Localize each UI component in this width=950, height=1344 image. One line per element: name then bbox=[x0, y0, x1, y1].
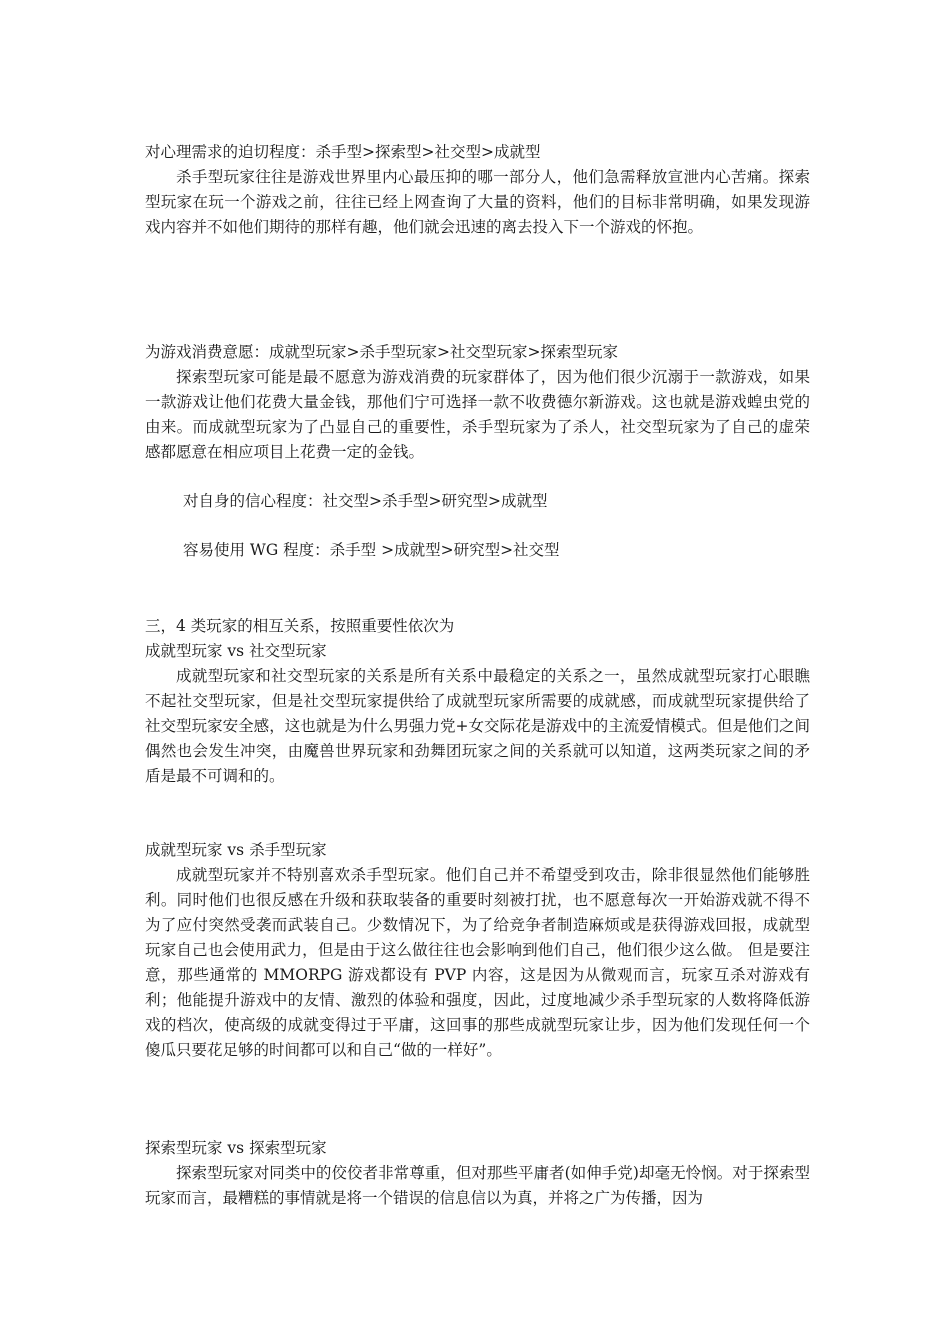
paragraph-explorer-explorer: 探索型玩家对同类中的佼佼者非常尊重，但对那些平庸者(如伸手党)却毫无怜悯。对于探索型玩家而言，最糟糕的事情就是将一个错误的信息信以为真，并将之广为传播，因为 bbox=[145, 1164, 810, 1207]
paragraph-achiever-killer: 成就型玩家并不特别喜欢杀手型玩家。他们自己并不希望受到攻击，除非很显然他们能够胜利。同时他们也很反感在升级和获取装备的重要时刻被打扰，也不愿意每次一开始游戏就不得不为了应付突然受袭而武装自己。少数情况下，为了给竞争者制造麻烦或是获得游戏回报，成就型玩家自己也会使用武力，但是由于这么做往往也会影响到他们自己，他们很少这么做。 但是要注意，那些通常的 MMORPG 游戏都设有 PVP 内容，这是因为从微观而言，玩家互杀对游戏有利；他能提升游戏中的友情、激烈的体验和强度，因此，过度地减少杀手型玩家的人数将降低游戏的档次，使高级的成就变得过于平庸，这回事的那些成就型玩家让步，因为他们发现任何一个傻瓜只要花足够的时间都可以和自己“做的一样好”。 bbox=[145, 866, 810, 1059]
section-relations bbox=[145, 614, 810, 789]
heading-psych-needs: 对心理需求的迫切程度：杀手型>探索型>社交型>成就型 bbox=[145, 143, 541, 161]
heading-spending: 为游戏消费意愿：成就型玩家>杀手型玩家>社交型玩家>探索型玩家 bbox=[145, 343, 618, 361]
confidence-text: 对自身的信心程度：社交型>杀手型>研究型>成就型 bbox=[183, 492, 548, 510]
paragraph-spending: 探索型玩家可能是最不愿意为游戏消费的玩家群体了，因为他们很少沉溺于一款游戏，如果一款游戏让他们花费大量金钱，那他们宁可选择一款不收费德尔新游戏。这也就是游戏蝗虫党的由来。而成就型玩家为了凸显自己的重要性，杀手型玩家为了杀人，社交型玩家为了自己的虚荣感都愿意在相应项目上花费一定的金钱。 bbox=[145, 368, 810, 461]
heading-relations: 三，4 类玩家的相互关系，按照重要性依次为 bbox=[145, 617, 455, 635]
paragraph-achiever-socializer: 成就型玩家和社交型玩家的关系是所有关系中最稳定的关系之一，虽然成就型玩家打心眼瞧不起社交型玩家，但是社交型玩家提供给了成就型玩家所需要的成就感，而成就型玩家提供给了社交型玩家安全感，这也就是为什么男强力党+女交际花是游戏中的主流爱情模式。但是他们之间偶然也会发生冲突，由魔兽世界玩家和劲舞团玩家之间的关系就可以知道，这两类玩家之间的矛盾是最不可调和的。 bbox=[145, 667, 810, 785]
section-achiever-killer bbox=[145, 838, 810, 1063]
section-spending bbox=[145, 340, 810, 465]
wg-text: 容易使用 WG 程度：杀手型 >成就型>研究型>社交型 bbox=[183, 541, 560, 559]
subheading-achiever-socializer: 成就型玩家 vs 社交型玩家 bbox=[145, 642, 327, 660]
subheading-achiever-killer: 成就型玩家 vs 杀手型玩家 bbox=[145, 841, 327, 859]
paragraph-psych-needs: 杀手型玩家往往是游戏世界里内心最压抑的哪一部分人，他们急需释放宣泄内心苦痛。探索型玩家在玩一个游戏之前，往往已经上网查询了大量的资料，他们的目标非常明确，如果发现游戏内容并不如他们期待的那样有趣，他们就会迅速的离去投入下一个游戏的怀抱。 bbox=[145, 168, 810, 236]
section-psych-needs bbox=[145, 140, 810, 240]
section-explorer-explorer bbox=[145, 1136, 810, 1211]
line-wg bbox=[183, 538, 803, 563]
line-confidence bbox=[183, 489, 803, 514]
subheading-explorer-explorer: 探索型玩家 vs 探索型玩家 bbox=[145, 1139, 327, 1157]
